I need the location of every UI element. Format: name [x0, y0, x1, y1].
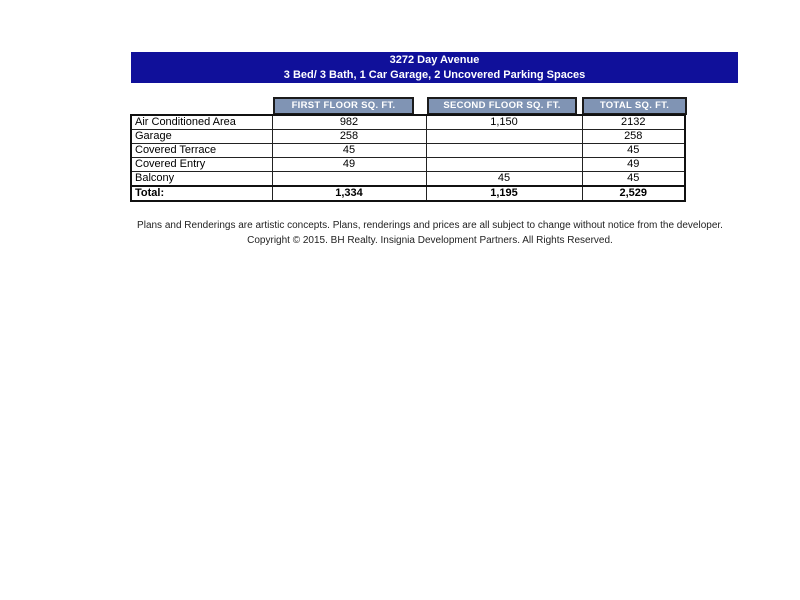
- property-address: 3272 Day Avenue: [389, 54, 480, 66]
- first-floor-value: 49: [272, 158, 426, 172]
- table-row: [131, 158, 685, 172]
- table-row: [131, 130, 685, 144]
- second-floor-value: 1,150: [426, 115, 582, 130]
- row-label: Air Conditioned Area: [131, 115, 272, 130]
- table-row: [131, 144, 685, 158]
- disclaimer-text: Plans and Renderings are artistic concepts. Plans, renderings and prices are all subject to change without notice from the developer.: [137, 220, 723, 231]
- second-floor-value: [426, 144, 582, 158]
- first-floor-value: 982: [272, 115, 426, 130]
- total-value: 45: [582, 144, 685, 158]
- column-header-first-floor: FIRST FLOOR SQ. FT.: [273, 97, 414, 115]
- total-value: 49: [582, 158, 685, 172]
- row-label: Covered Entry: [131, 158, 272, 172]
- row-label: Balcony: [131, 172, 272, 187]
- column-header-total: TOTAL SQ. FT.: [582, 97, 687, 115]
- total-row: [131, 186, 685, 201]
- column-header-second-floor: SECOND FLOOR SQ. FT.: [427, 97, 577, 115]
- first-floor-value: [272, 172, 426, 187]
- row-label: Covered Terrace: [131, 144, 272, 158]
- second-floor-value: [426, 130, 582, 144]
- total-value: 258: [582, 130, 685, 144]
- total-second-floor: 1,195: [426, 186, 582, 201]
- total-row-label: Total:: [131, 186, 272, 201]
- square-footage-table: [130, 114, 686, 202]
- row-label: Garage: [131, 130, 272, 144]
- first-floor-value: 45: [272, 144, 426, 158]
- property-summary: 3 Bed/ 3 Bath, 1 Car Garage, 2 Uncovered Parking Spaces: [283, 69, 586, 81]
- second-floor-value: 45: [426, 172, 582, 187]
- copyright-text: Copyright © 2015. BH Realty. Insignia Development Partners. All Rights Reserved.: [247, 235, 613, 246]
- total-first-floor: 1,334: [272, 186, 426, 201]
- total-overall: 2,529: [582, 186, 685, 201]
- table-row: [131, 172, 685, 187]
- footer: [100, 220, 760, 247]
- total-value: 45: [582, 172, 685, 187]
- first-floor-value: 258: [272, 130, 426, 144]
- property-banner: [131, 52, 738, 83]
- second-floor-value: [426, 158, 582, 172]
- table-row: [131, 115, 685, 130]
- total-value: 2132: [582, 115, 685, 130]
